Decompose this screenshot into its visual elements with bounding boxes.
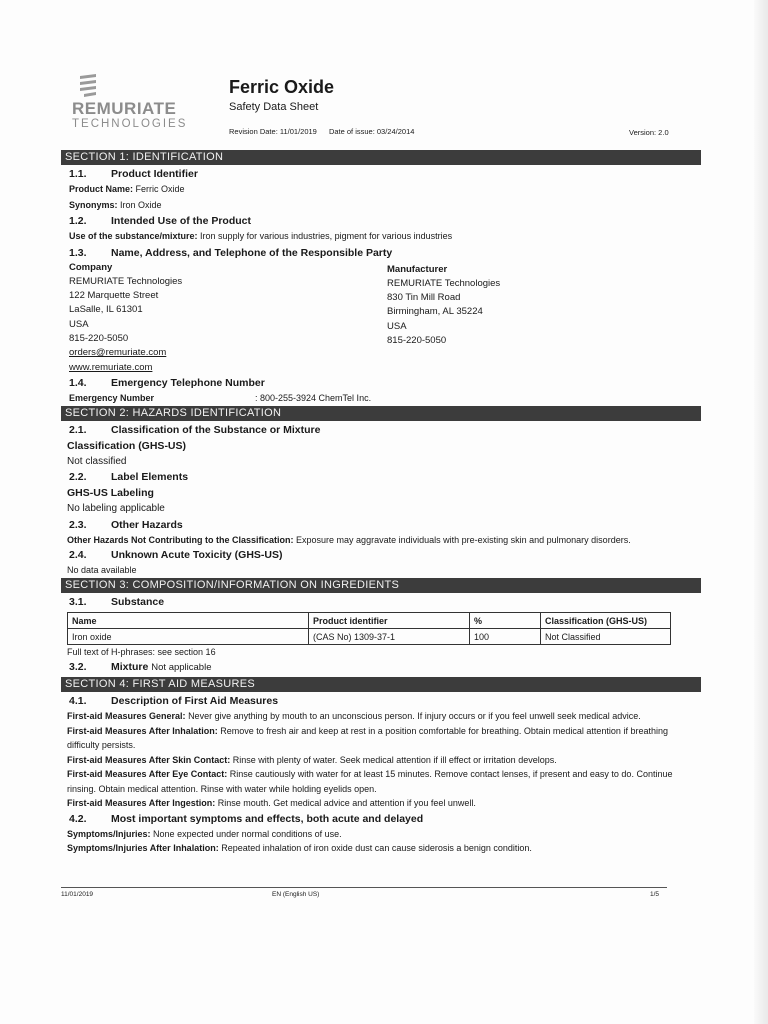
table-header: Name [68, 613, 309, 629]
footer-page-number: 1/5 [650, 891, 660, 898]
subsection-2-3: 2.3. Other Hazards [69, 518, 183, 531]
first-aid-general: First-aid Measures General: Never give anything by mouth to an unconscious person. If injury occurs or if you feel unwell seek medical advice. [67, 711, 641, 722]
subsection-1-1: 1.1. Product Identifier [69, 168, 198, 180]
symptoms-general: Symptoms/Injuries: None expected under normal conditions of use. [67, 828, 342, 839]
symptoms-inhalation: Symptoms/Injuries After Inhalation: Repeated inhalation of iron oxide dust can cause siderosis a benign condition. [67, 843, 532, 854]
footer-language: EN (English US) [272, 891, 320, 898]
subsection-2-2: 2.2. Label Elements [69, 471, 189, 484]
manufacturer-block: Manufacturer REMURIATE Technologies 830 Tin Mill Road Birmingham, AL 35224 USA 815-220-5050 [387, 263, 501, 346]
document-title: Ferric Oxide [229, 77, 335, 97]
first-aid-eye: First-aid Measures After Eye Contact: Rinse cautiously with water for at least 15 minutes. Remove contact lenses, if present and easy to do. Continue rinsing. Obtain medical attention. Rinse with water while holding eyelids open. [67, 769, 673, 794]
composition-table [67, 612, 671, 645]
subsection-1-2: 1.2. Intended Use of the Product [69, 215, 252, 227]
footer-divider [61, 887, 667, 888]
document-dates [229, 127, 414, 136]
document-body [61, 149, 701, 856]
section-3-heading: SECTION 3: COMPOSITION/INFORMATION ON INGREDIENTS [61, 578, 701, 593]
classification-label: Classification (GHS-US) [67, 439, 187, 452]
subsection-3-2: 3.2. Mixture Not applicable [69, 661, 212, 674]
document-version: Version: 2.0 [629, 128, 669, 137]
logo-mark-icon [76, 72, 102, 98]
toxicity-value: No data available [67, 565, 137, 576]
section-2-heading: SECTION 2: HAZARDS IDENTIFICATION [61, 406, 701, 421]
intended-use-line: Use of the substance/mixture: Iron supply for various industries, pigment for various industries [69, 231, 453, 241]
footer-date: 11/01/2019 [61, 891, 94, 898]
table-header: % [470, 613, 541, 629]
full-text-note: Full text of H-phrases: see section 16 [67, 647, 216, 658]
labeling-label: GHS-US Labeling [67, 487, 154, 500]
table-cell: Not Classified [541, 629, 671, 645]
labeling-value: No labeling applicable [67, 503, 165, 515]
product-name-line: Product Name: Ferric Oxide [69, 184, 185, 194]
first-aid-ingestion: First-aid Measures After Ingestion: Rinse mouth. Get medical advice and attention if you feel unwell. [67, 798, 476, 809]
company-email-link: orders@remuriate.com [69, 347, 167, 359]
company-logo [72, 72, 192, 131]
logo-subtitle: TECHNOLOGIES [72, 118, 188, 130]
classification-value: Not classified [67, 455, 127, 467]
table-row [68, 629, 671, 645]
subsection-2-1: 2.1. Classification of the Substance or Mixture [69, 423, 321, 436]
table-header: Product identifier [309, 613, 470, 629]
first-aid-skin: First-aid Measures After Skin Contact: Rinse with plenty of water. Seek medical attention if ill effect or irritation develops. [67, 754, 557, 765]
section-4-heading: SECTION 4: FIRST AID MEASURES [61, 677, 701, 692]
other-hazards-text: Other Hazards Not Contributing to the Classification: Exposure may aggravate individuals with pre-existing skin and pulmonary disorders. [67, 534, 631, 545]
table-cell: 100 [470, 629, 541, 645]
company-web-link: www.remuriate.com [69, 361, 153, 373]
table-header: Classification (GHS-US) [541, 613, 671, 629]
subsection-1-3: 1.3. Name, Address, and Telephone of the Responsible Party [69, 246, 393, 259]
company-block: Company REMURIATE Technologies 122 Marquette Street LaSalle, IL 61301 USA 815-220-5050 orders@remuriate.com www.remuriate.com [61, 261, 379, 375]
page-edge-shadow [754, 0, 768, 1024]
revision-date: Revision Date: 11/01/2019 [229, 127, 317, 136]
table-cell: (CAS No) 1309-37-1 [309, 629, 470, 645]
synonyms-line: Synonyms: Iron Oxide [69, 199, 162, 210]
subsection-3-1: 3.1. Substance [69, 596, 165, 609]
subsection-4-1: 4.1. Description of First Aid Measures [69, 695, 279, 708]
subsection-1-4: 1.4. Emergency Telephone Number [69, 376, 265, 389]
emergency-number-line: Emergency Number : 800-255-3924 ChemTel Inc. [69, 392, 372, 403]
table-header-row [68, 613, 671, 629]
table-cell: Iron oxide [68, 629, 309, 645]
section-1-heading: SECTION 1: IDENTIFICATION [61, 150, 701, 165]
document-subtitle: Safety Data Sheet [229, 101, 319, 113]
subsection-2-4: 2.4. Unknown Acute Toxicity (GHS-US) [69, 549, 283, 562]
first-aid-inhalation: First-aid Measures After Inhalation: Remove to fresh air and keep at rest in a position comfortable for breathing. Obtain medical attention if breathing difficulty persists. [67, 725, 668, 751]
subsection-4-2: 4.2. Most important symptoms and effects, both acute and delayed [69, 812, 424, 825]
responsible-parties [61, 261, 701, 375]
issue-date: Date of issue: 03/24/2014 [328, 127, 415, 136]
logo-name: REMURIATE [72, 99, 177, 118]
